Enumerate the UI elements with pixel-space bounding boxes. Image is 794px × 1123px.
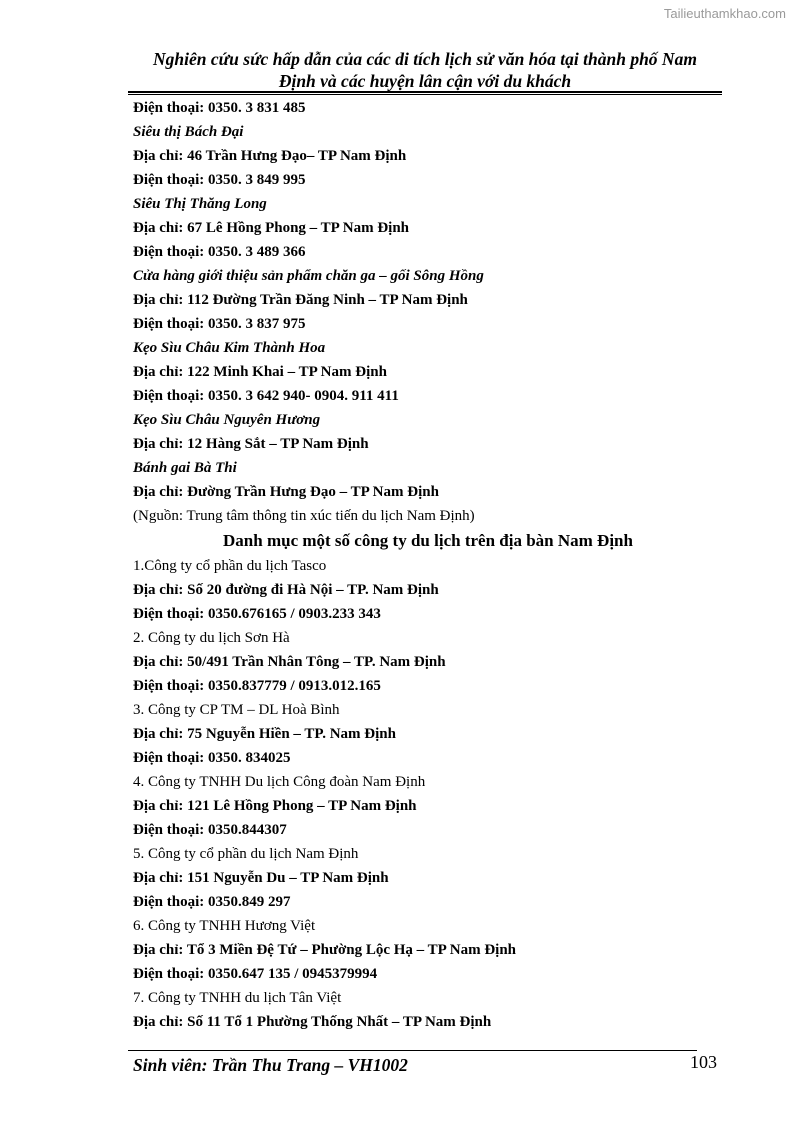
address-line: Địa chỉ: 46 Trần Hưng Đạo– TP Nam Định [133,148,407,164]
section-title: Danh mục một số công ty du lịch trên địa bàn Nam Định [223,531,633,550]
header-rule [128,91,722,93]
company-name: 3. Công ty CP TM – DL Hoà Bình [133,702,340,718]
address-line: Địa chỉ: 122 Minh Khai – TP Nam Định [133,364,387,380]
header-rule-thin [128,94,722,95]
running-header [128,48,722,92]
page-body [133,96,723,1034]
footer-rule [128,1050,697,1051]
phone-line: Điện thoại: 0350.837779 / 0913.012.165 [133,678,381,694]
source-note: (Nguồn: Trung tâm thông tin xúc tiến du lịch Nam Định) [133,508,475,524]
company-name: 7. Công ty TNHH du lịch Tân Việt [133,990,342,1006]
address-line: Địa chỉ: 151 Nguyễn Du – TP Nam Định [133,870,389,886]
company-name: 2. Công ty du lịch Sơn Hà [133,630,290,646]
phone-line: Điện thoại: 0350.647 135 / 0945379994 [133,966,378,982]
phone-line: Điện thoại: 0350.676165 / 0903.233 343 [133,606,381,622]
company-name: 1.Công ty cổ phần du lịch Tasco [133,558,327,574]
company-name: 5. Công ty cổ phần du lịch Nam Định [133,846,359,862]
shop-name: Siêu thị Bách Đại [133,124,244,140]
header-line-2: Định và các huyện lân cận với du khách [278,71,572,91]
address-line: Địa chỉ: Số 11 Tổ 1 Phường Thống Nhất – TP Nam Định [133,1014,492,1030]
page-number: 103 [690,1052,717,1072]
address-line: Địa chỉ: 121 Lê Hồng Phong – TP Nam Định [133,798,417,814]
watermark-text: Tailieuthamkhao.com [663,6,786,21]
shop-name: Siêu Thị Thăng Long [133,196,267,212]
company-name: 6. Công ty TNHH Hương Việt [133,918,316,934]
address-line: Địa chỉ: Số 20 đường đi Hà Nội – TP. Nam Định [133,582,439,598]
address-line: Địa chỉ: Tổ 3 Miền Đệ Tứ – Phường Lộc Hạ – TP Nam Định [133,942,517,958]
company-name: 4. Công ty TNHH Du lịch Công đoàn Nam Định [133,774,426,790]
phone-line: Điện thoại: 0350.844307 [133,822,287,838]
phone-line: Điện thoại: 0350. 3 849 995 [133,172,306,188]
shop-name: Cửa hàng giới thiệu sản phẩm chăn ga – gối Sông Hồng [133,268,484,284]
footer-author: Sinh viên: Trần Thu Trang – VH1002 [133,1055,408,1075]
phone-line: Điện thoại: 0350. 3 831 485 [133,100,306,116]
address-line: Địa chỉ: 112 Đường Trần Đăng Ninh – TP Nam Định [133,292,468,308]
address-line: Địa chỉ: 67 Lê Hồng Phong – TP Nam Định [133,220,410,236]
phone-line: Điện thoại: 0350.849 297 [133,894,291,910]
phone-line: Điện thoại: 0350. 834025 [133,750,291,766]
shop-name: Bánh gai Bà Thi [133,460,237,476]
address-line: Địa chỉ: 75 Nguyễn Hiền – TP. Nam Định [133,726,396,742]
address-line: Địa chỉ: Đường Trần Hưng Đạo – TP Nam Định [133,484,439,500]
phone-line: Điện thoại: 0350. 3 489 366 [133,244,306,260]
shop-name: Kẹo Sìu Châu Kim Thành Hoa [133,340,326,356]
address-line: Địa chỉ: 12 Hàng Sắt – TP Nam Định [133,436,369,452]
phone-line: Điện thoại: 0350. 3 642 940- 0904. 911 411 [133,388,399,404]
phone-line: Điện thoại: 0350. 3 837 975 [133,316,306,332]
shop-name: Kẹo Sìu Châu Nguyên Hương [133,412,321,428]
address-line: Địa chỉ: 50/491 Trần Nhân Tông – TP. Nam Định [133,654,446,670]
header-line-1: Nghiên cứu sức hấp dẫn của các di tích lịch sử văn hóa tại thành phố Nam [153,49,697,69]
